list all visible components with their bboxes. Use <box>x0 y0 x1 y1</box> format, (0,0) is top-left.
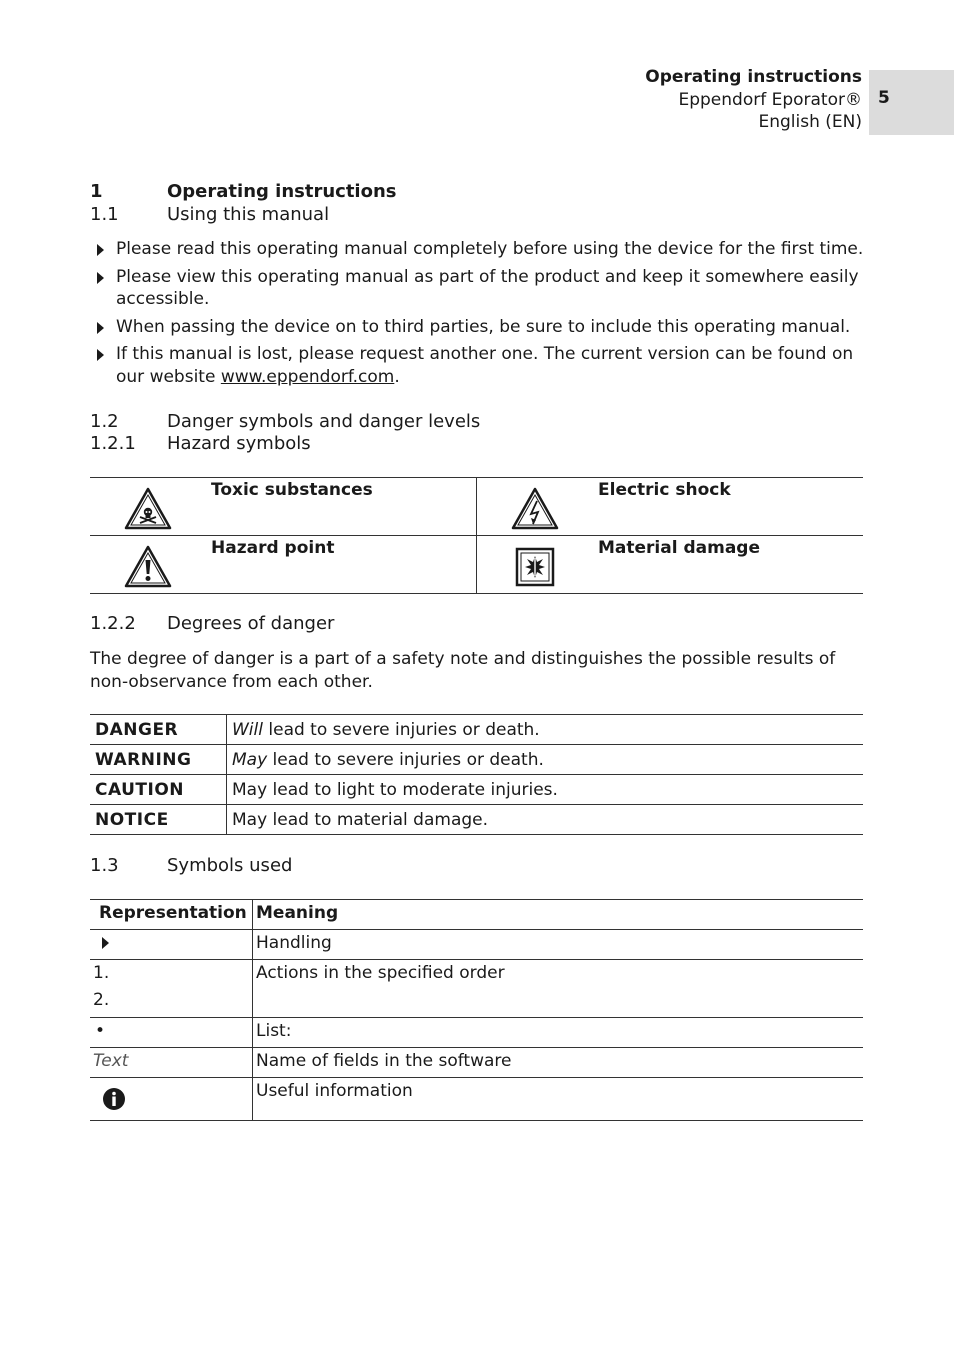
representation-cell: • <box>90 1018 253 1048</box>
table-row <box>90 805 863 835</box>
arrow-right-icon <box>97 244 104 256</box>
hazard-point-icon <box>124 545 172 589</box>
meaning-cell: Handling <box>253 930 864 960</box>
danger-description: May lead to material damage. <box>227 805 864 835</box>
toxic-icon <box>124 487 172 531</box>
danger-description: May lead to severe injuries or death. <box>227 745 864 775</box>
column-header: Meaning <box>253 900 864 930</box>
danger-level: CAUTION <box>90 775 227 805</box>
arrow-right-icon <box>101 936 111 950</box>
section-number: 1.1 <box>90 204 119 225</box>
hazard-cell <box>477 536 864 594</box>
section-title: Danger symbols and danger levels <box>167 411 481 432</box>
table-row <box>90 536 863 594</box>
table-row <box>90 930 863 960</box>
arrow-right-icon <box>97 272 104 284</box>
hazard-label: Material damage <box>598 538 760 558</box>
danger-levels-table <box>90 714 863 835</box>
section-title: Symbols used <box>167 855 293 876</box>
electric-shock-icon <box>511 487 559 531</box>
representation-cell <box>90 930 253 960</box>
section-number: 1.2.2 <box>90 613 136 634</box>
list-item: Please view this operating manual as part of the product and keep it somewhere easily accessible. <box>97 266 867 311</box>
section-number: 1.3 <box>90 855 119 876</box>
list-item: If this manual is lost, please request another one. The current version can be found on our website www.eppendorf.com. <box>97 343 867 388</box>
table-header-row <box>90 900 863 930</box>
page-tab <box>869 70 954 135</box>
list-item: Please read this operating manual completely before using the device for the first time. <box>97 238 867 261</box>
section-title: Operating instructions <box>167 181 397 202</box>
table-row <box>90 1078 863 1121</box>
representation-cell: 1. 2. <box>90 960 253 1018</box>
hazard-cell <box>90 536 477 594</box>
danger-description: May lead to light to moderate injuries. <box>227 775 864 805</box>
hazard-symbols-table <box>90 477 863 594</box>
section-number: 1.2.1 <box>90 433 136 454</box>
meaning-cell: Name of fields in the software <box>253 1048 864 1078</box>
table-row <box>90 1048 863 1078</box>
hazard-cell <box>90 478 477 536</box>
table-row <box>90 478 863 536</box>
column-header: Representation <box>90 900 253 930</box>
manual-bullets <box>97 238 867 393</box>
header-product: Eppendorf Eporator® <box>678 89 862 110</box>
running-header <box>645 66 862 134</box>
hazard-label: Electric shock <box>598 480 731 500</box>
arrow-right-icon <box>97 322 104 334</box>
table-row <box>90 745 863 775</box>
danger-level: NOTICE <box>90 805 227 835</box>
danger-level: DANGER <box>90 715 227 745</box>
hazard-label: Toxic substances <box>211 480 373 500</box>
list-item: When passing the device on to third parties, be sure to include this operating manual. <box>97 316 867 339</box>
hazard-cell <box>477 478 864 536</box>
danger-level: WARNING <box>90 745 227 775</box>
meaning-cell: Useful information <box>253 1078 864 1121</box>
table-row <box>90 960 863 1018</box>
table-row <box>90 715 863 745</box>
header-language: English (EN) <box>758 112 862 132</box>
material-damage-icon <box>511 545 559 589</box>
table-row <box>90 1018 863 1048</box>
danger-description: Will lead to severe injuries or death. <box>227 715 864 745</box>
section-title: Using this manual <box>167 204 330 225</box>
arrow-right-icon <box>97 349 104 361</box>
header-title: Operating instructions <box>645 67 862 87</box>
representation-cell: Text <box>90 1048 253 1078</box>
meaning-cell: Actions in the specified order <box>253 960 864 1018</box>
representation-cell <box>90 1078 253 1121</box>
section-number: 1.2 <box>90 411 119 432</box>
website-link[interactable]: www.eppendorf.com <box>220 366 395 387</box>
section-title: Degrees of danger <box>167 613 335 634</box>
meaning-cell: List: <box>253 1018 864 1048</box>
info-icon <box>102 1087 126 1111</box>
page-number: 5 <box>878 88 890 108</box>
section-number: 1 <box>90 181 103 202</box>
danger-intro: The degree of danger is a part of a safety note and distinguishes the possible results of non-observance from each other. <box>90 649 836 692</box>
section-title: Hazard symbols <box>167 433 311 454</box>
table-row <box>90 775 863 805</box>
symbols-table <box>90 899 863 1121</box>
hazard-label: Hazard point <box>211 538 335 558</box>
